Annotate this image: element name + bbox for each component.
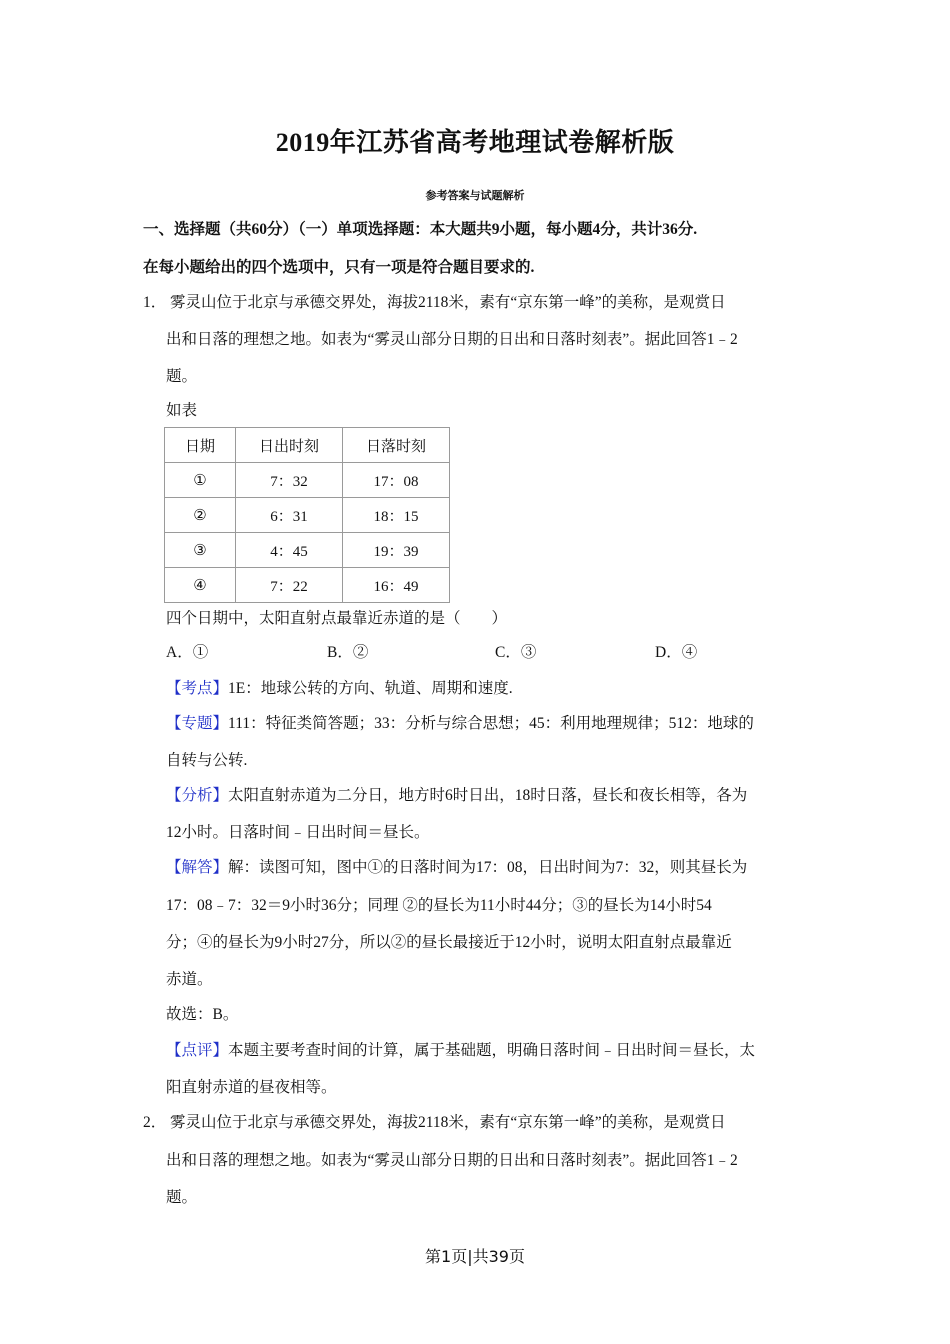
- section-heading-line2: 在每小题给出的四个选项中，只有一项是符合题目要求的.: [143, 259, 535, 276]
- question-2-number: 2．: [143, 1114, 167, 1131]
- fenxi-text-cont: 12小时。日落时间﹣日出时间＝昼长。: [166, 824, 430, 841]
- table-cell: 17：08: [343, 463, 450, 498]
- dianping-text: 本题主要考查时间的计算，属于基础题，明确日落时间﹣日出时间＝昼长，太: [228, 1042, 756, 1059]
- table-row: [165, 568, 450, 603]
- option-b: B．②: [327, 644, 369, 661]
- table-header: 日落时刻: [343, 428, 450, 463]
- question-1-stem-line: 雾灵山位于北京与承德交界处，海拔2118米，素有“京东第一峰”的美称，是观赏日: [170, 294, 726, 311]
- table-cell: 16：49: [343, 568, 450, 603]
- zhuanti-text-cont: 自转与公转.: [166, 752, 248, 769]
- table-header: 日出时刻: [236, 428, 343, 463]
- table-cell: 7：22: [236, 568, 343, 603]
- table-cell: 6：31: [236, 498, 343, 533]
- table-caption: 如表: [166, 402, 198, 419]
- question-1-stem-line: 出和日落的理想之地。如表为“雾灵山部分日期的日出和日落时刻表”。据此回答1﹣2: [166, 331, 738, 348]
- section-heading-line1: 一、选择题（共60分）（一）单项选择题：本大题共9小题，每小题4分，共计36分.: [143, 221, 698, 238]
- answer-line: 故选：B。: [166, 1006, 239, 1023]
- table-cell: 7：32: [236, 463, 343, 498]
- zhuanti-text: 111：特征类简答题；33：分析与综合思想；45：利用地理规律；512：地球的: [228, 715, 754, 732]
- jieda-tag: 【解答】: [166, 859, 229, 876]
- table-row: [165, 533, 450, 568]
- option-c: C．③: [495, 644, 537, 661]
- jieda-text: 解：读图可知，图中①的日落时间为17：08，日出时间为7：32，则其昼长为: [228, 859, 748, 876]
- jieda-text-cont: 分；④的昼长为9小时27分，所以②的昼长最接近于12小时，说明太阳直射点最靠近: [166, 934, 732, 951]
- table-header: 日期: [165, 428, 236, 463]
- fenxi-line: [166, 783, 747, 805]
- zhuanti-line: [166, 711, 754, 733]
- dianping-line: [166, 1038, 755, 1060]
- kaodian-line: [166, 676, 513, 698]
- sunrise-sunset-table: [164, 427, 450, 603]
- table-header-row: [165, 428, 450, 463]
- option-a: A．①: [166, 644, 209, 661]
- jieda-line: [166, 855, 747, 877]
- option-d: D．④: [655, 644, 698, 661]
- table-row: [165, 463, 450, 498]
- table-cell: 19：39: [343, 533, 450, 568]
- question-2-stem-line: 雾灵山位于北京与承德交界处，海拔2118米，素有“京东第一峰”的美称，是观赏日: [170, 1114, 726, 1131]
- table-cell: ①: [165, 463, 236, 498]
- question-2-stem-line: 出和日落的理想之地。如表为“雾灵山部分日期的日出和日落时刻表”。据此回答1﹣2: [166, 1152, 738, 1169]
- dianping-text-cont: 阳直射赤道的昼夜相等。: [166, 1079, 337, 1096]
- kaodian-text: 1E：地球公转的方向、轨道、周期和速度.: [228, 680, 513, 697]
- table-cell: ③: [165, 533, 236, 568]
- page-footer: 第1页|共39页: [425, 1247, 525, 1266]
- dianping-tag: 【点评】: [166, 1042, 229, 1059]
- page-subtitle: 参考答案与试题解析: [425, 190, 525, 202]
- zhuanti-tag: 【专题】: [166, 715, 229, 732]
- table-row: [165, 498, 450, 533]
- fenxi-tag: 【分析】: [166, 787, 229, 804]
- table-cell: 18：15: [343, 498, 450, 533]
- question-1-number: 1．: [143, 294, 167, 311]
- page-title: 2019年江苏省高考地理试卷解析版: [275, 128, 675, 157]
- jieda-text-cont: 赤道。: [166, 971, 213, 988]
- question-1-prompt: 四个日期中，太阳直射点最靠近赤道的是（ ）: [166, 610, 508, 627]
- table-cell: ④: [165, 568, 236, 603]
- table-cell: ②: [165, 498, 236, 533]
- table-cell: 4：45: [236, 533, 343, 568]
- jieda-text-cont: 17：08﹣7：32＝9小时36分；同理 ②的昼长为11小时44分；③的昼长为14小时54: [166, 897, 712, 914]
- fenxi-text: 太阳直射赤道为二分日，地方时6时日出，18时日落，昼长和夜长相等，各为: [228, 787, 748, 804]
- kaodian-tag: 【考点】: [166, 680, 229, 697]
- question-1-stem-line: 题。: [166, 368, 198, 385]
- question-2-stem-line: 题。: [166, 1189, 198, 1206]
